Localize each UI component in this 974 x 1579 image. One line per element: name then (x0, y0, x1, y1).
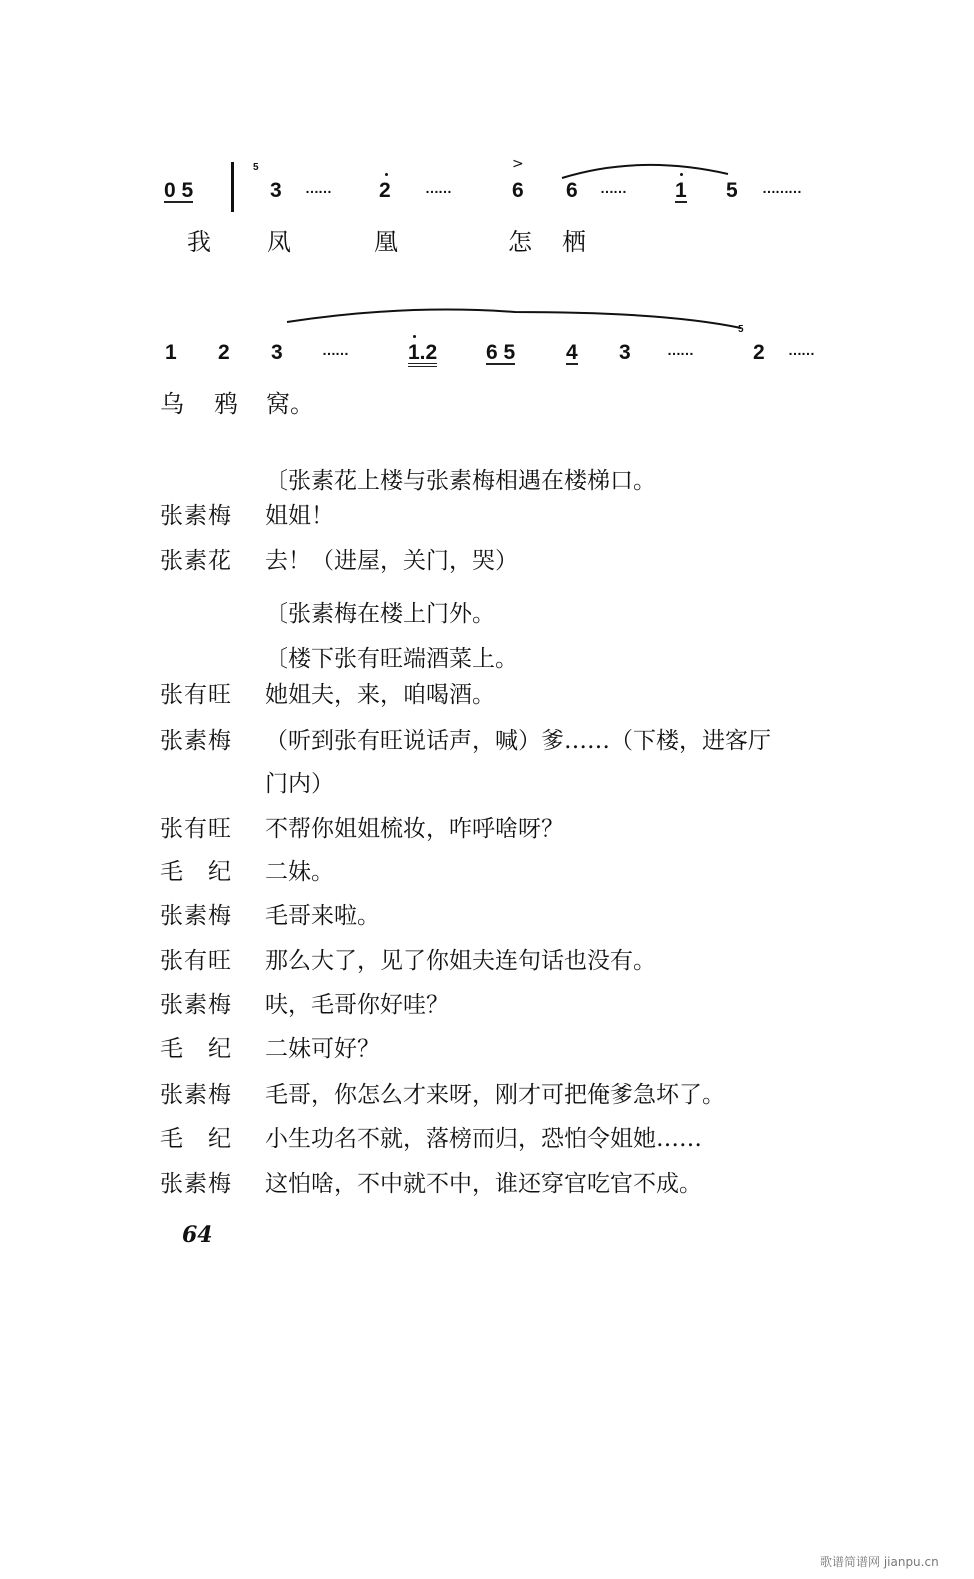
note: 6 5 (486, 341, 516, 364)
dialogue-text: 这怕啥，不中就不中，谁还穿官吃官不成。 (265, 1171, 702, 1197)
note: 5 (726, 179, 738, 202)
octave-dot (680, 173, 683, 176)
lyric: 怎 (508, 228, 532, 256)
note: 3 (271, 341, 283, 364)
stage-direction: 〔张素梅在楼上门外。 (265, 601, 495, 627)
lyric: 栖 (562, 228, 586, 256)
speaker: 张素梅 (160, 1082, 232, 1108)
dialogue-text: （听到张有旺说话声，喊）爹……（下楼，进客厅 (265, 728, 771, 754)
lyric: 窝。 (266, 390, 314, 418)
grace-note: 5 (738, 324, 744, 335)
dialogue-text: 二妹。 (265, 859, 334, 885)
note: 4 (566, 341, 578, 364)
accent-mark: > (512, 156, 524, 172)
lyric: 我 (187, 228, 211, 256)
extension-dots: …… (600, 180, 626, 196)
dialogue-text: 她姐夫，来，咱喝酒。 (265, 682, 495, 708)
dialogue-text: 毛哥，你怎么才来呀，刚才可把俺爹急坏了。 (265, 1082, 725, 1108)
octave-dot (385, 173, 388, 176)
extension-dots: …… (322, 342, 348, 358)
note: 2 (753, 341, 765, 364)
watermark: 歌谱简谱网 jianpu.cn (820, 1555, 939, 1569)
stage-direction: 〔张素花上楼与张素梅相遇在楼梯口。 (265, 468, 656, 494)
speaker: 张素梅 (160, 503, 232, 529)
lyric: 乌 (160, 390, 184, 418)
note: 6 (512, 179, 524, 202)
dialogue-text-continued: 门内） (265, 771, 334, 797)
lyric: 凰 (374, 228, 398, 256)
speaker: 毛 纪 (160, 1126, 232, 1152)
note: 3 (619, 341, 631, 364)
speaker: 毛 纪 (160, 1036, 232, 1062)
speaker: 毛 纪 (160, 859, 232, 885)
dialogue-text: 不帮你姐姐梳妆，咋呼啥呀？ (265, 816, 564, 842)
note: 2 (218, 341, 230, 364)
speaker: 张素花 (160, 548, 232, 574)
dialogue-text: 姐姐！ (265, 503, 334, 529)
slur (560, 160, 730, 180)
note: 1 (165, 341, 177, 364)
note: 1.2 (408, 342, 437, 367)
speaker: 张有旺 (160, 816, 232, 842)
octave-dot (413, 335, 416, 338)
extension-dots: …… (305, 180, 331, 196)
speaker: 张有旺 (160, 948, 232, 974)
note: 3 (270, 179, 282, 202)
slur (285, 308, 745, 332)
page-number: 64 (182, 1222, 213, 1248)
extension-dots: …… (425, 180, 451, 196)
note: 2 (379, 179, 391, 202)
speaker: 张素梅 (160, 903, 232, 929)
dialogue-text: 二妹可好？ (265, 1036, 380, 1062)
grace-note: 5 (253, 162, 259, 173)
extension-dots: ……… (762, 180, 801, 196)
note: 0 5 (164, 179, 194, 202)
extension-dots: …… (788, 342, 814, 358)
lyric: 鸦 (214, 390, 238, 418)
note: 6 (566, 179, 578, 202)
speaker: 张有旺 (160, 682, 232, 708)
dialogue-text: 小生功名不就，落榜而归，恐怕令姐她…… (265, 1126, 702, 1152)
extension-dots: …… (667, 342, 693, 358)
speaker: 张素梅 (160, 992, 232, 1018)
speaker: 张素梅 (160, 1171, 232, 1197)
speaker: 张素梅 (160, 728, 232, 754)
dialogue-text: 那么大了，见了你姐夫连句话也没有。 (265, 948, 656, 974)
lyric: 凤 (267, 228, 291, 256)
note: 1 (675, 179, 687, 202)
barline (231, 162, 234, 212)
dialogue-text: 呋，毛哥你好哇？ (265, 992, 449, 1018)
dialogue-text: 毛哥来啦。 (265, 903, 380, 929)
stage-direction: 〔楼下张有旺端酒菜上。 (265, 646, 518, 672)
dialogue-text: 去！（进屋，关门，哭） (265, 548, 518, 574)
